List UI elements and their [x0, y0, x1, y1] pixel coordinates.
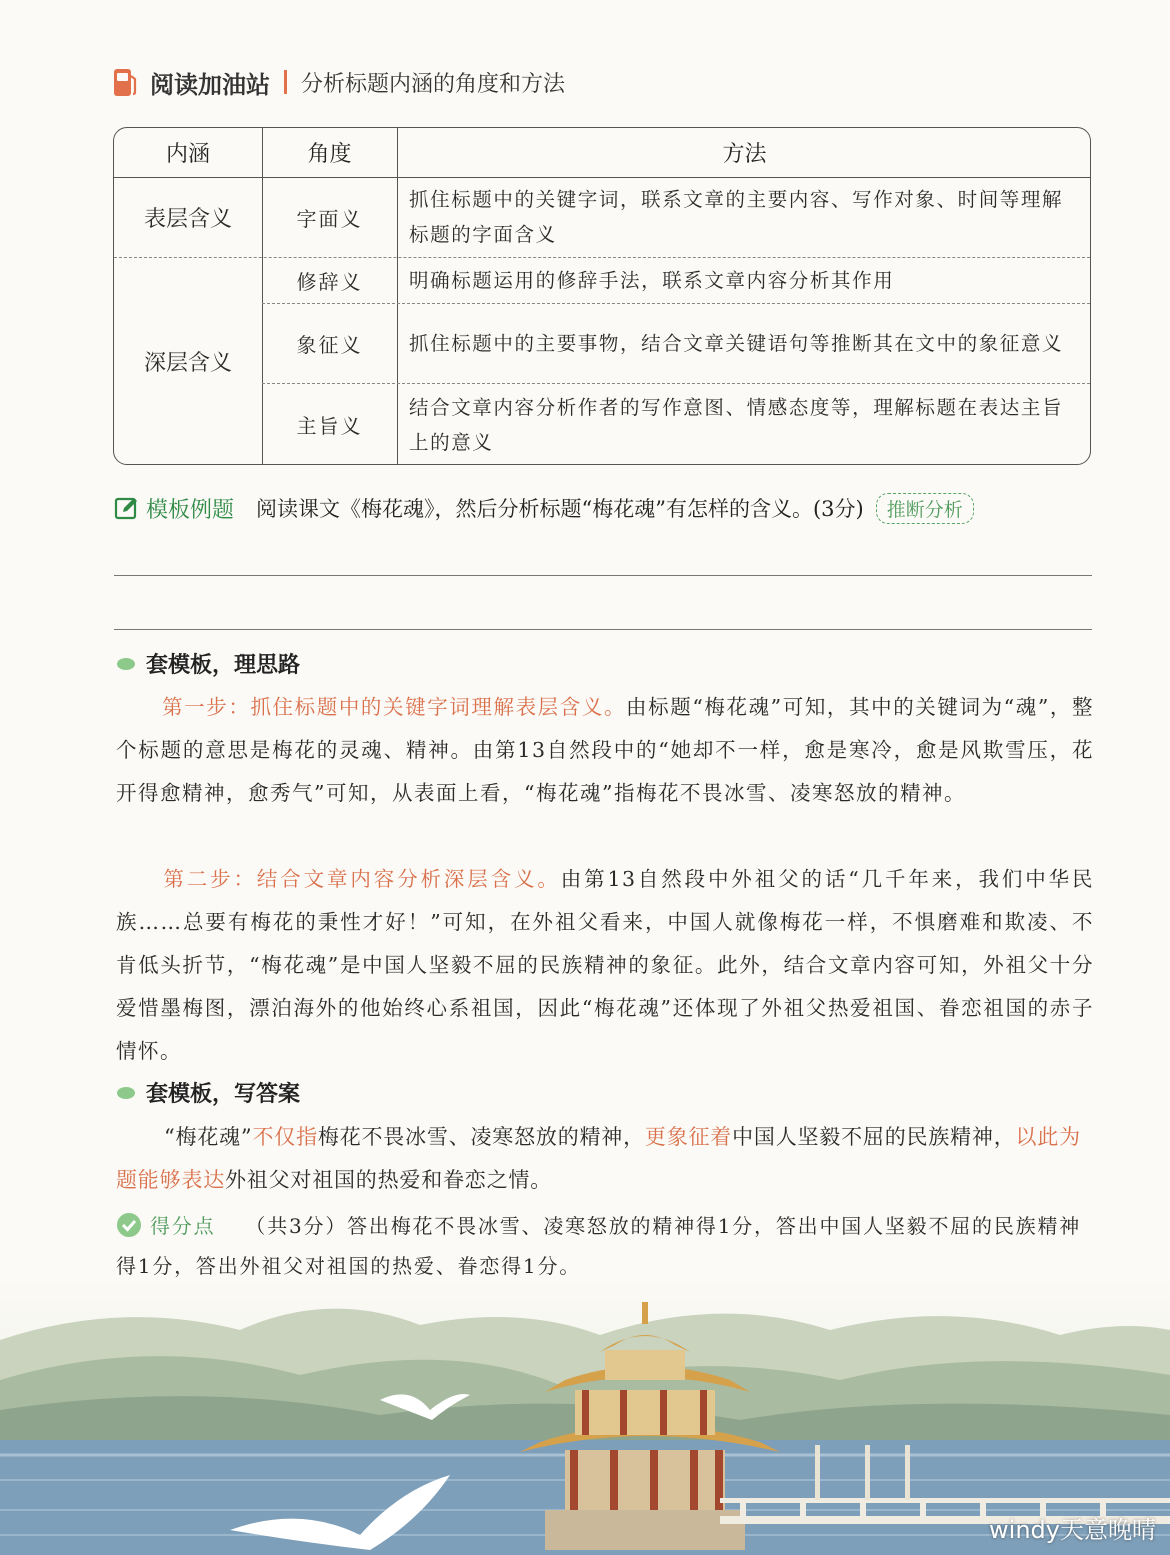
scoring-label: 得分点	[150, 1214, 216, 1238]
table-header-meaning: 内涵	[165, 142, 210, 167]
step1-label: 第一步：抓住标题中的关键字词理解表层含义。	[162, 695, 627, 719]
table-method-rhetoric: 明确标题运用的修辞手法，联系文章内容分析其作用	[409, 268, 895, 292]
fuel-pump-icon	[112, 66, 138, 98]
answer-part: 中国人坚毅不屈的民族精神，	[732, 1125, 1016, 1149]
table-group-deep: 深层含义	[143, 351, 232, 376]
answer-line	[114, 629, 1092, 630]
pencil-edit-icon	[114, 495, 140, 521]
scoring-text: （共3分）答出梅花不畏冰雪、凌寒怒放的精神得1分，答出中国人坚毅不屈的民族精神得1分，答出外祖父对祖国的热爱、眷恋得1分。	[116, 1214, 1082, 1278]
header-title: 阅读加油站	[150, 70, 270, 99]
table-angle-literal: 字面义	[296, 206, 363, 231]
section-title-text: 套模板，写答案	[146, 1082, 301, 1107]
table-angle-symbolic: 象征义	[296, 332, 363, 357]
step1-paragraph	[116, 686, 1094, 815]
answer-keyword: 更象征着	[644, 1125, 733, 1149]
step1-text: 由标题“梅花魂”可知，其中的关键词为“魂”，整个标题的意思是梅花的灵魂、精神。由第13自然段中的“她却不一样，愈是寒冷，愈是风欺雪压，花开得愈精神，愈秀气”可知，从表面上看，“梅花魂”指梅花不畏冰雪、凌寒怒放的精神。	[116, 695, 1095, 805]
step2-text: 由第13自然段中外祖父的话“几千年来，我们中华民族……总要有梅花的秉性才好！”可知，在外祖父看来，中国人就像梅花一样，不惧磨难和欺凌、不肯低头折节，“梅花魂”是中国人坚毅不屈的民族精神的象征。此外，结合文章内容可知，外祖父十分爱惜墨梅图，漂泊海外的他始终心系祖国，因此“梅花魂”还体现了外祖父热爱祖国、眷恋祖国的赤子情怀。	[116, 867, 1094, 1063]
example-tag: 推断分析	[876, 493, 974, 524]
answer-keyword: 以此为题能够表达	[116, 1125, 1081, 1192]
section-title-text: 套模板，理思路	[146, 653, 301, 678]
step2-label: 第二步：结合文章内容分析深层含义。	[162, 867, 561, 891]
watermark: windy天意晚晴	[989, 1516, 1156, 1544]
table-angle-rhetoric: 修辞义	[296, 269, 363, 294]
answer-part: 梅花不畏冰雪、凌寒怒放的精神，	[317, 1125, 645, 1149]
answer-keyword: 不仅指	[252, 1125, 318, 1149]
table-angle-theme: 主旨义	[296, 414, 363, 438]
check-circle-icon	[116, 1212, 142, 1238]
header-subtitle: 分析标题内涵的角度和方法	[301, 71, 566, 97]
section-answer-title	[116, 1077, 300, 1108]
section-think-title	[116, 648, 300, 679]
answer-paragraph	[116, 1116, 1096, 1202]
example-label: 模板例题	[146, 497, 235, 523]
table-method-literal: 抓住标题中的关键字词，联系文章的主要内容、写作对象、时间等理解标题的字面含义	[409, 188, 1064, 246]
answer-part: “梅花魂”	[164, 1125, 253, 1149]
table-method-symbolic: 抓住标题中的主要事物，结合文章关键语句等推断其在文中的象征意义	[409, 331, 1064, 355]
method-table	[113, 127, 1091, 465]
answer-part: 外祖父对祖国的热爱和眷恋之情。	[225, 1168, 552, 1192]
answer-line	[114, 575, 1092, 576]
scoring-points	[116, 1206, 1096, 1286]
table-group-surface: 表层含义	[143, 206, 232, 232]
step2-paragraph	[116, 858, 1094, 1073]
section-header	[112, 62, 565, 102]
example-question	[114, 490, 1094, 526]
table-method-theme: 结合文章内容分析作者的写作意图、情感态度等，理解标题在表达主旨上的意义	[409, 395, 1064, 454]
leaf-bullet-icon	[116, 1085, 140, 1101]
example-question-text: 阅读课文《梅花魂》，然后分析标题“梅花魂”有怎样的含义。(3分)	[256, 497, 864, 521]
header-divider	[284, 70, 287, 94]
table-header-angle: 角度	[307, 142, 352, 167]
table-header-method: 方法	[722, 142, 767, 167]
leaf-bullet-icon	[116, 656, 140, 672]
